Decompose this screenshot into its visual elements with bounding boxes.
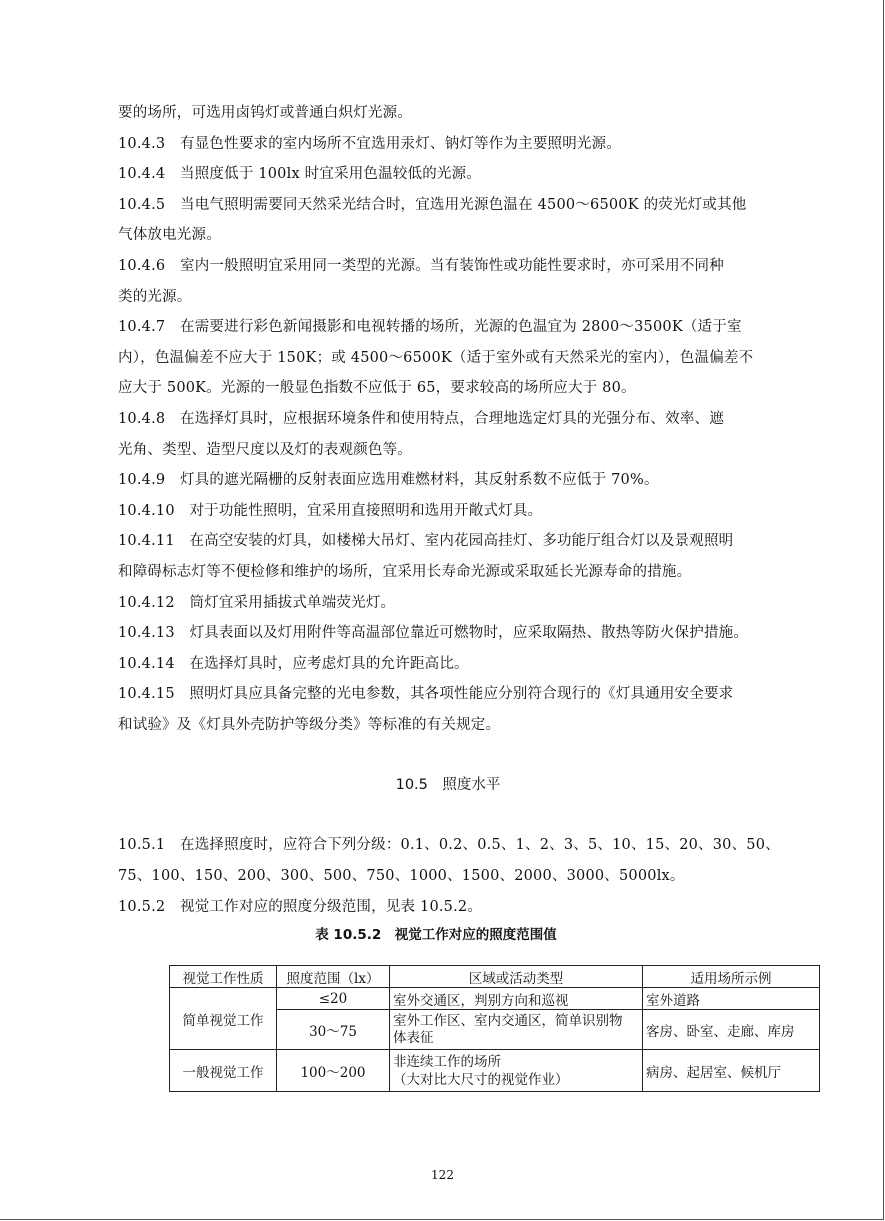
paragraph-line: 10.4.5 当电气照明需要同天然采光结合时，宜选用光源色温在 4500～6500K 的荧光灯或其他 xyxy=(118,196,747,213)
paragraph-line: 75、100、150、200、300、500、750、1000、1500、2000、3000、5000lx。 xyxy=(118,868,685,885)
table-caption: 表 10.5.2 视觉工作对应的照度范围值 xyxy=(315,927,557,944)
nature-cell: 一般视觉工作 xyxy=(170,1050,277,1092)
paragraph-line: 10.4.7 在需要进行彩色新闻摄影和电视转播的场所，光源的色温宜为 2800～3500K（适于室 xyxy=(118,319,742,336)
paragraph-line: 10.4.11 在高空安装的灯具，如楼梯大吊灯、室内花园高挂灯、多功能厅组合灯以及景观照明 xyxy=(118,533,734,550)
paragraph-line: 内），色温偏差不应大于 150K；或 4500～6500K（适于室外或有天然采光的室内），色温偏差不 xyxy=(118,349,754,366)
paragraph-line: 10.4.6 室内一般照明宜采用同一类型的光源。当有装饰性或功能性要求时，亦可采用不同种 xyxy=(118,257,724,274)
activity-text: 室外工作区、室内交通区，简单识别物 xyxy=(393,1012,623,1029)
examples-cell: 客房、卧室、走廊、库房 xyxy=(643,1010,820,1050)
paragraph-line: 10.4.10 对于功能性照明，宜采用直接照明和选用开敞式灯具。 xyxy=(118,502,543,519)
activity-cell xyxy=(390,1050,643,1092)
document-body xyxy=(118,98,778,948)
examples-cell: 病房、起居室、候机厅 xyxy=(643,1050,820,1092)
paragraph-line: 10.4.12 筒灯宜采用插拔式单端荧光灯。 xyxy=(118,594,396,611)
activity-cell xyxy=(390,988,643,1010)
paragraph-line: 10.4.9 灯具的遮光隔栅的反射表面应选用难燃材料，其反射系数不应低于 70%。 xyxy=(118,472,659,489)
paragraph-line: 10.4.4 当照度低于 100lx 时宜采用色温较低的光源。 xyxy=(118,166,482,183)
nature-cell: 简单视觉工作 xyxy=(170,988,277,1050)
examples-cell: 室外道路 xyxy=(643,988,820,1010)
range-cell: ≤20 xyxy=(277,988,390,1010)
paragraph-line: 10.4.13 灯具表面以及灯用附件等高温部位靠近可燃物时，应采取隔热、散热等防火保护措施。 xyxy=(118,625,749,642)
table-row xyxy=(170,988,820,1010)
paragraph-line: 10.5.2 视觉工作对应的照度分级范围，见表 10.5.2。 xyxy=(118,898,483,915)
section-title: 10.5 照度水平 xyxy=(395,777,501,794)
header-activity: 区域或活动类型 xyxy=(390,966,643,988)
paragraph-line: 类的光源。 xyxy=(118,288,192,305)
paragraph-line: 气体放电光源。 xyxy=(118,227,221,244)
range-cell: 30～75 xyxy=(277,1010,390,1050)
table-header-row xyxy=(170,966,820,988)
activity-text-continued: 体表征 xyxy=(393,1029,434,1046)
activity-cell xyxy=(390,1010,643,1050)
paragraph-line: 10.4.3 有显色性要求的室内场所不宜选用汞灯、钠灯等作为主要照明光源。 xyxy=(118,135,622,152)
page-number: 122 xyxy=(431,1168,454,1182)
paragraph-line: 10.4.8 在选择灯具时，应根据环境条件和使用特点，合理地选定灯具的光强分布、效率、遮 xyxy=(118,410,724,427)
paragraph-line: 10.4.15 照明灯具应具备完整的光电参数，其各项性能应分别符合现行的《灯具通用安全要求 xyxy=(118,686,734,703)
paragraph-line: 10.4.14 在选择灯具时，应考虑灯具的允许距高比。 xyxy=(118,655,469,672)
header-examples: 适用场所示例 xyxy=(643,966,820,988)
paragraph-line: 光角、类型、造型尺度以及灯的表观颜色等。 xyxy=(118,441,412,458)
activity-text: 室外交通区，判别方向和巡视 xyxy=(393,992,569,1009)
paragraph-line: 10.5.1 在选择照度时，应符合下列分级：0.1、0.2、0.5、1、2、3、5、10、15、20、30、50、 xyxy=(118,837,780,854)
header-range: 照度范围（lx） xyxy=(277,966,390,988)
paragraph-line: 和障碍标志灯等不便检修和维护的场所，宜采用长寿命光源或采取延长光源寿命的措施。 xyxy=(118,563,692,580)
activity-text-continued: （大对比大尺寸的视觉作业） xyxy=(393,1071,569,1088)
paragraph-line: 应大于 500K。光源的一般显色指数不应低于 65，要求较高的场所应大于 80。 xyxy=(118,380,636,397)
table-row xyxy=(170,1050,820,1092)
illuminance-table xyxy=(169,965,820,1092)
header-nature: 视觉工作性质 xyxy=(170,966,277,988)
activity-text: 非连续工作的场所 xyxy=(393,1053,501,1070)
paragraph-line: 和试验》及《灯具外壳防护等级分类》等标准的有关规定。 xyxy=(118,716,501,733)
paragraph-line: 要的场所，可选用卤钨灯或普通白炽灯光源。 xyxy=(118,105,412,121)
range-cell: 100～200 xyxy=(277,1050,390,1092)
